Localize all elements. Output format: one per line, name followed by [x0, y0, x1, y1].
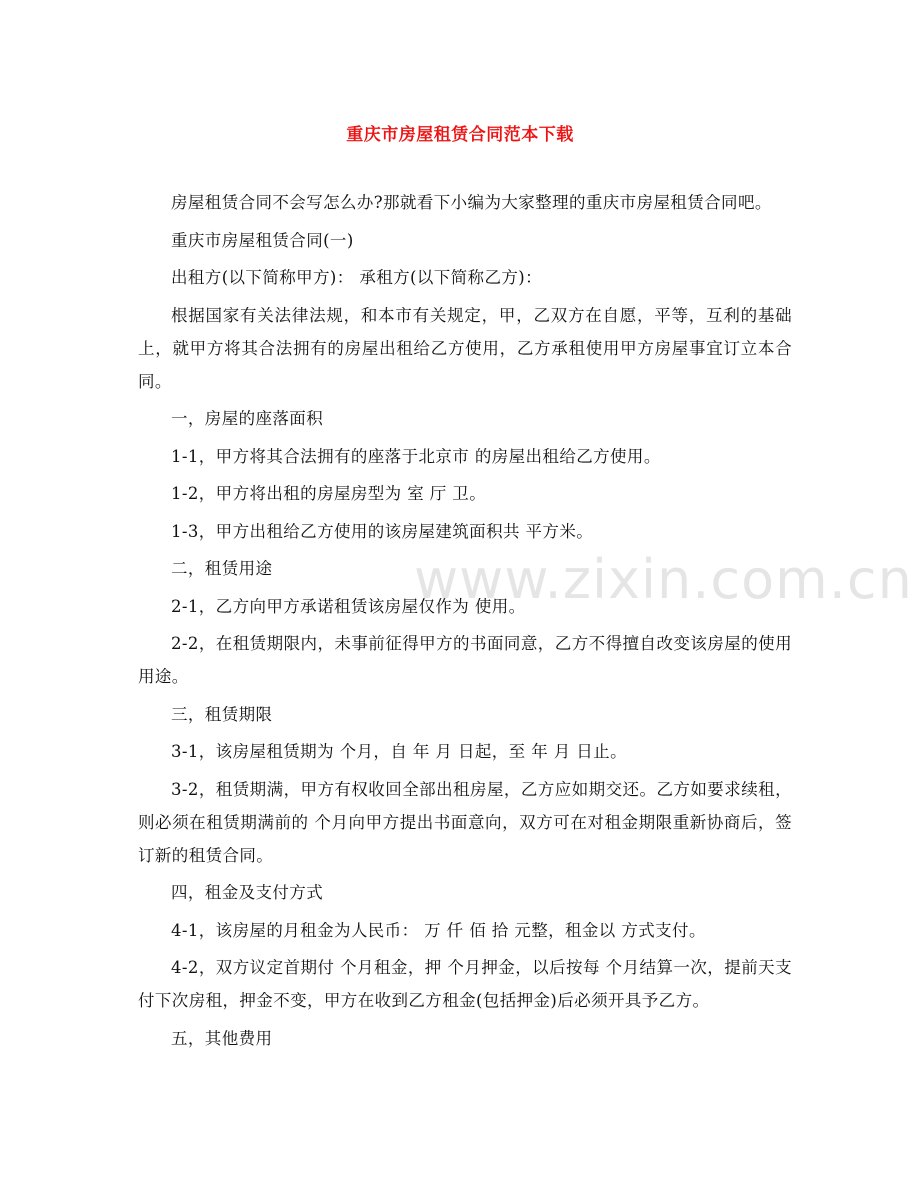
clause-paragraph: 3-1，该房屋租赁期为 个月，自 年 月 日起，至 年 月 日止。 [171, 742, 627, 761]
section-heading: 一，房屋的座落面积 [171, 409, 324, 428]
watermark: www.zixin.com.cn [414, 548, 913, 611]
clause-paragraph: 1-2，甲方将出租的房屋房型为 室 厅 卫。 [171, 484, 487, 503]
document-title: 重庆市房屋租赁合同范本下载 [346, 125, 574, 145]
clause-paragraph: 1-3，甲方出租给乙方使用的该房屋建筑面积共 平方米。 [171, 521, 594, 541]
clause-paragraph: 3-2，租赁期满，甲方有权收回全部出租房屋，乙方应如期交还。乙方如要求续租，则必须在租赁期满前的 个月向甲方提出书面意向，双方可在对租金期限重新协商后，签订新的租赁合同。 [138, 779, 792, 865]
preamble-paragraph: 根据国家有关法律法规，和本市有关规定，甲，乙双方在自愿，平等，互利的基础上，就甲方将其合法拥有的房屋出租给乙方使用，乙方承租使用甲方房屋事宜订立本合同。 [138, 305, 792, 391]
clause-paragraph: 4-2，双方议定首期付 个月租金，押 个月押金，以后按每 个月结算一次，提前天支付下次房租，押金不变，甲方在收到乙方租金(包括押金)后必须开具予乙方。 [138, 958, 792, 1010]
document-body [138, 186, 792, 1059]
clause-paragraph: 2-1，乙方向甲方承诺租赁该房屋仅作为 使用。 [171, 596, 526, 616]
contract-heading: 重庆市房屋租赁合同(一) [171, 230, 354, 250]
section-heading: 五，其他费用 [171, 1028, 273, 1048]
clause-paragraph: 4-1，该房屋的月租金为人民币： 万 仟 佰 拾 元整，租金以 方式支付。 [171, 920, 706, 940]
clause-paragraph: 2-2，在租赁期限内，未事前征得甲方的书面同意，乙方不得擅自改变该房屋的使用用途。 [138, 634, 792, 686]
section-heading: 二，租赁用途 [171, 559, 273, 578]
section-heading: 三，租赁期限 [171, 704, 273, 724]
intro-paragraph: 房屋租赁合同不会写怎么办?那就看下小编为大家整理的重庆市房屋租赁合同吧。 [171, 193, 772, 212]
parties-line: 出租方(以下简称甲方)： 承租方(以下简称乙方)： [171, 268, 542, 287]
clause-paragraph: 1-1，甲方将其合法拥有的座落于北京市 的房屋出租给乙方使用。 [171, 446, 661, 466]
section-heading: 四，租金及支付方式 [171, 883, 324, 902]
